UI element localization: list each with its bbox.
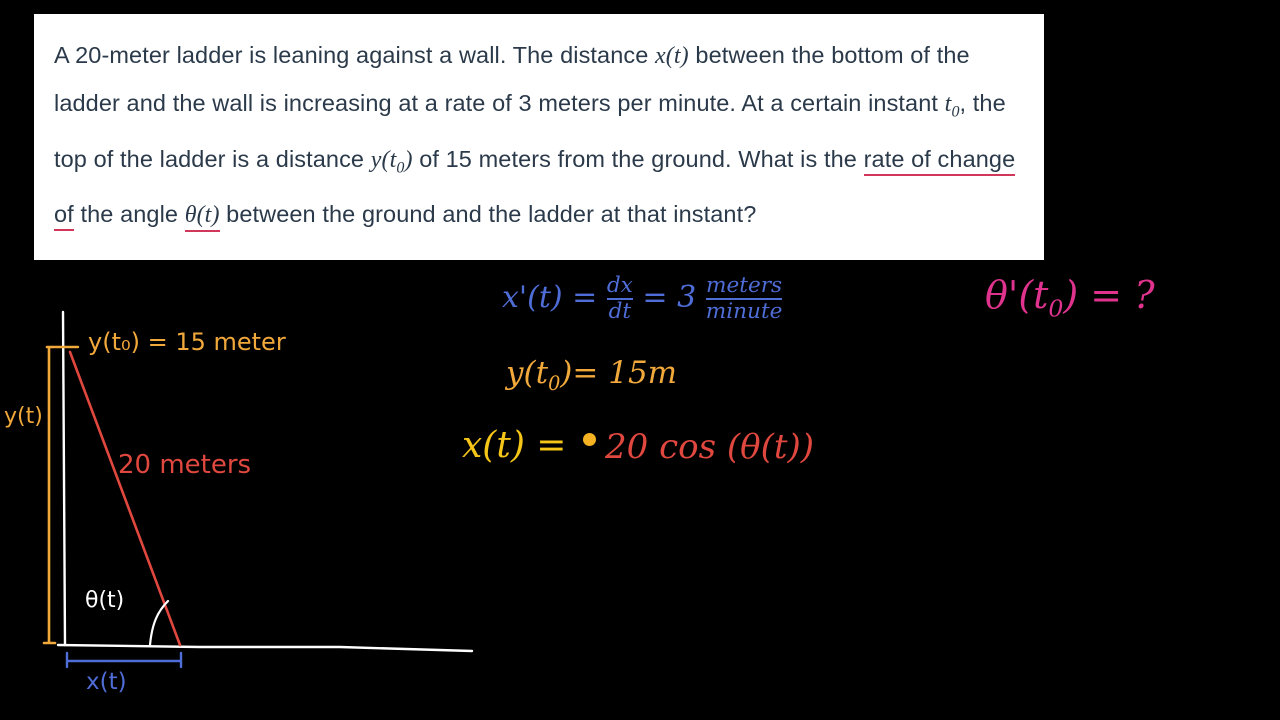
equation-x-of-t-lhs: x(t) = xyxy=(462,425,567,466)
problem-line2: the bottom of the ladder and the wall is increasing at a rate of 3 meters xyxy=(54,42,970,116)
problem-line5-part2: between the ground and the ladder at that instant? xyxy=(219,201,757,228)
question-theta-prime xyxy=(985,273,1155,323)
equation-20-cos-theta xyxy=(605,427,814,467)
fraction-denominator-dt: dt xyxy=(608,298,632,324)
label-x-t: x(t) xyxy=(86,669,127,695)
label-y-t0: y(t₀) = 15 meter xyxy=(88,328,286,356)
problem-line4-part2: the xyxy=(73,201,114,228)
question-mark: ? xyxy=(1134,273,1155,317)
label-theta: θ(t) xyxy=(85,588,125,613)
ladder-line xyxy=(70,352,180,645)
unit-numerator-meters: meters xyxy=(706,273,783,298)
fraction-meters-per-minute xyxy=(706,275,783,323)
cursor-dot-marker xyxy=(583,433,596,446)
variable-y-subscript: 0 xyxy=(396,159,405,177)
problem-line3-part2: , the top of the ladder is a distance xyxy=(54,90,1006,172)
equation-y-t0 xyxy=(506,355,677,395)
fraction-numerator-dx: dx xyxy=(606,273,633,298)
variable-t0-subscript: 0 xyxy=(951,103,960,121)
problem-statement-text xyxy=(54,32,1024,239)
y-measurement-bracket xyxy=(44,347,55,643)
equation-y-t0-lhs: y(t xyxy=(506,355,549,391)
equation-equals: = xyxy=(642,280,668,316)
problem-statement-card xyxy=(34,14,1044,260)
ground-line xyxy=(58,645,472,651)
equation-y-t0-subscript: 0 xyxy=(548,372,561,396)
problem-line4-part1: of 15 meters from the ground. What is the xyxy=(412,145,864,172)
variable-x-of-t: x(t) xyxy=(655,43,689,69)
equation-x-of-t-rhs: 20 cos (θ(t)) xyxy=(605,427,815,467)
fraction-dx-dt xyxy=(607,275,633,323)
variable-y-of-t0: y(t xyxy=(370,146,397,173)
question-theta-subscript: 0 xyxy=(1048,294,1064,323)
x-measurement-bracket xyxy=(67,653,181,667)
problem-line1-part1: A 20-meter ladder is leaning against a wall. The distance xyxy=(54,42,656,68)
variable-y-close-paren: ) xyxy=(404,146,413,173)
question-theta-mid: ) = xyxy=(1063,273,1123,317)
problem-line3-part1: per minute. At a certain instant xyxy=(617,90,945,116)
equation-y-t0-close: )= xyxy=(560,355,599,391)
work-area xyxy=(440,255,1280,720)
variable-theta-of-t: θ(t) xyxy=(185,202,220,232)
underlined-rate-of-change: rate of change of xyxy=(54,146,1015,232)
unit-denominator-minute: minute xyxy=(705,298,783,324)
problem-line5-part1: angle xyxy=(120,201,185,228)
wall-line xyxy=(63,312,65,645)
problem-line1-part2: between xyxy=(688,42,785,68)
equation-dx-dt-lhs: x'(t) = xyxy=(502,280,598,316)
equation-y-t0-value: 15m xyxy=(608,355,678,391)
variable-t0: t xyxy=(944,91,952,117)
label-y-axis: y(t) xyxy=(4,404,43,429)
equation-dx-dt xyxy=(502,275,782,323)
question-theta-prime-lhs: θ'(t xyxy=(985,273,1049,317)
equation-value-3: 3 xyxy=(677,280,697,316)
label-ladder-length: 20 meters xyxy=(118,450,252,480)
equation-x-equals-cos-lhs xyxy=(462,425,566,466)
